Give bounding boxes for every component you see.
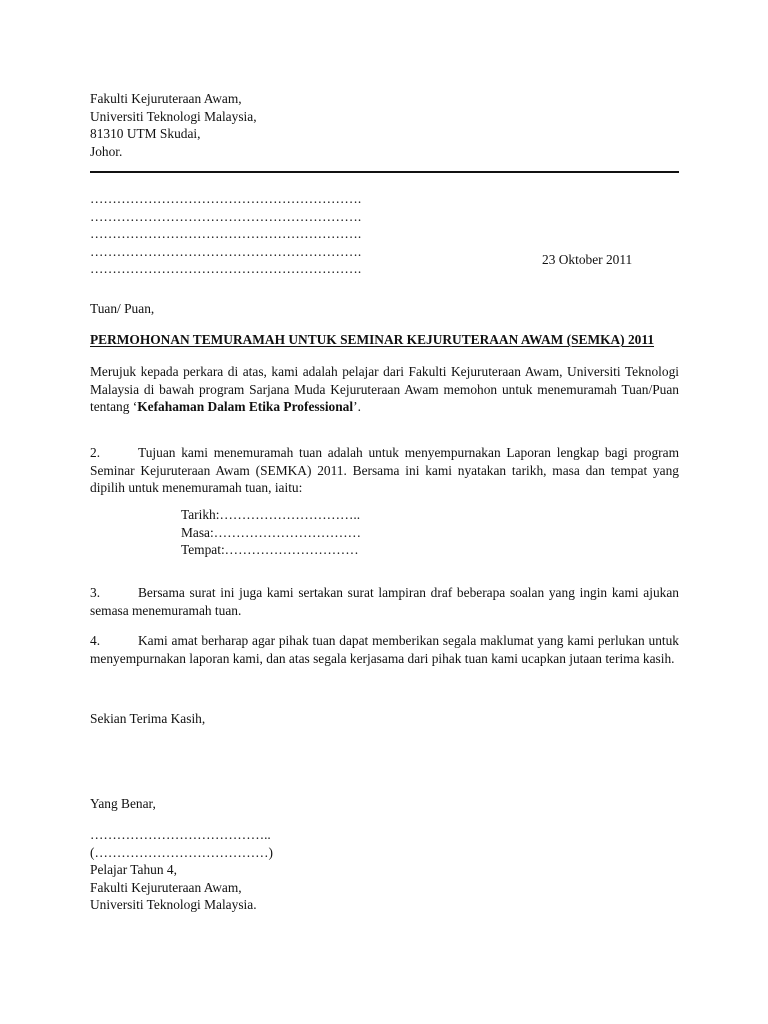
paragraph-3 xyxy=(90,584,679,619)
paragraph-3-text: Bersama surat ini juga kami sertakan surat lampiran draf beberapa soalan yang ingin kami ajukan semasa menemuramah tuan. xyxy=(90,585,679,618)
signature-name: (…………………………………) xyxy=(90,844,273,860)
interview-fields xyxy=(181,506,361,559)
paragraph-1-emphasis: Kefahaman Dalam Etika Professional xyxy=(137,399,354,414)
paragraph-1 xyxy=(90,363,679,416)
recipient-line: ……………………………………………………. xyxy=(90,191,362,206)
paragraph-2-text: Tujuan kami menemuramah tuan adalah untuk menyempurnakan Laporan lengkap bagi program Seminar Kejuruteraan Awam (SEMKA) 2011. Bersama ini kami nyatakan tarikh, masa dan tempat yang dipilih untuk menemuramah tuan, iaitu: xyxy=(90,445,679,495)
signature-title-line: Universiti Teknologi Malaysia. xyxy=(90,897,257,912)
header-divider xyxy=(90,171,679,173)
paragraph-4 xyxy=(90,632,679,667)
closing-text: Sekian Terima Kasih, xyxy=(90,711,206,726)
salutation: Tuan/ Puan, xyxy=(90,301,155,316)
subject-heading: PERMOHONAN TEMURAMAH UNTUK SEMINAR KEJURUTERAAN AWAM (SEMKA) 2011 xyxy=(90,332,655,347)
letter-date: 23 Oktober 2011 xyxy=(542,252,633,267)
sender-address xyxy=(90,90,257,160)
sender-line: Fakulti Kejuruteraan Awam, xyxy=(90,91,242,106)
sender-line: Johor. xyxy=(90,143,123,159)
paragraph-2-number: 2. xyxy=(90,445,101,460)
paragraph-3-number: 3. xyxy=(90,585,101,600)
paragraph-4-text: Kami amat berharap agar pihak tuan dapat memberikan segala maklumat yang kami perlukan untuk menyempurnakan laporan kami, dan atas segala kerjasama dari pihak tuan kami ucapkan jutaan terima kasih. xyxy=(90,633,679,666)
paragraph-4-number: 4. xyxy=(90,633,101,648)
signature-line: ………………………………….. xyxy=(90,827,271,842)
recipient-line: ……………………………………………………. xyxy=(90,261,362,276)
signature-title-line: Pelajar Tahun 4, xyxy=(90,862,177,877)
field-tempat: Tempat:………………………… xyxy=(181,542,359,557)
field-masa: Masa:…………………………… xyxy=(181,524,362,540)
recipient-line: ……………………………………………………. xyxy=(90,226,362,241)
sender-line: Universiti Teknologi Malaysia, xyxy=(90,108,257,124)
paragraph-1-text: Merujuk kepada perkara di atas, kami adalah pelajar dari Fakulti Kejuruteraan Awam, Universiti Teknologi Malaysia di bawah program Sarjana Muda Kejuruteraan Awam memohon untuk menemuramah Tuan/Puan tentang ‘ xyxy=(90,364,679,414)
signoff-text: Yang Benar, xyxy=(90,796,156,811)
paragraph-1-end: ’. xyxy=(353,399,361,414)
signature-block xyxy=(90,826,273,914)
recipient-address xyxy=(90,190,361,278)
sender-line: 81310 UTM Skudai, xyxy=(90,126,201,141)
signature-title-line: Fakulti Kejuruteraan Awam, xyxy=(90,879,242,895)
paragraph-2 xyxy=(90,444,679,497)
recipient-line: ……………………………………………………. xyxy=(90,208,362,224)
field-tarikh: Tarikh:………………………….. xyxy=(181,507,361,522)
recipient-line: ……………………………………………………. xyxy=(90,243,362,259)
